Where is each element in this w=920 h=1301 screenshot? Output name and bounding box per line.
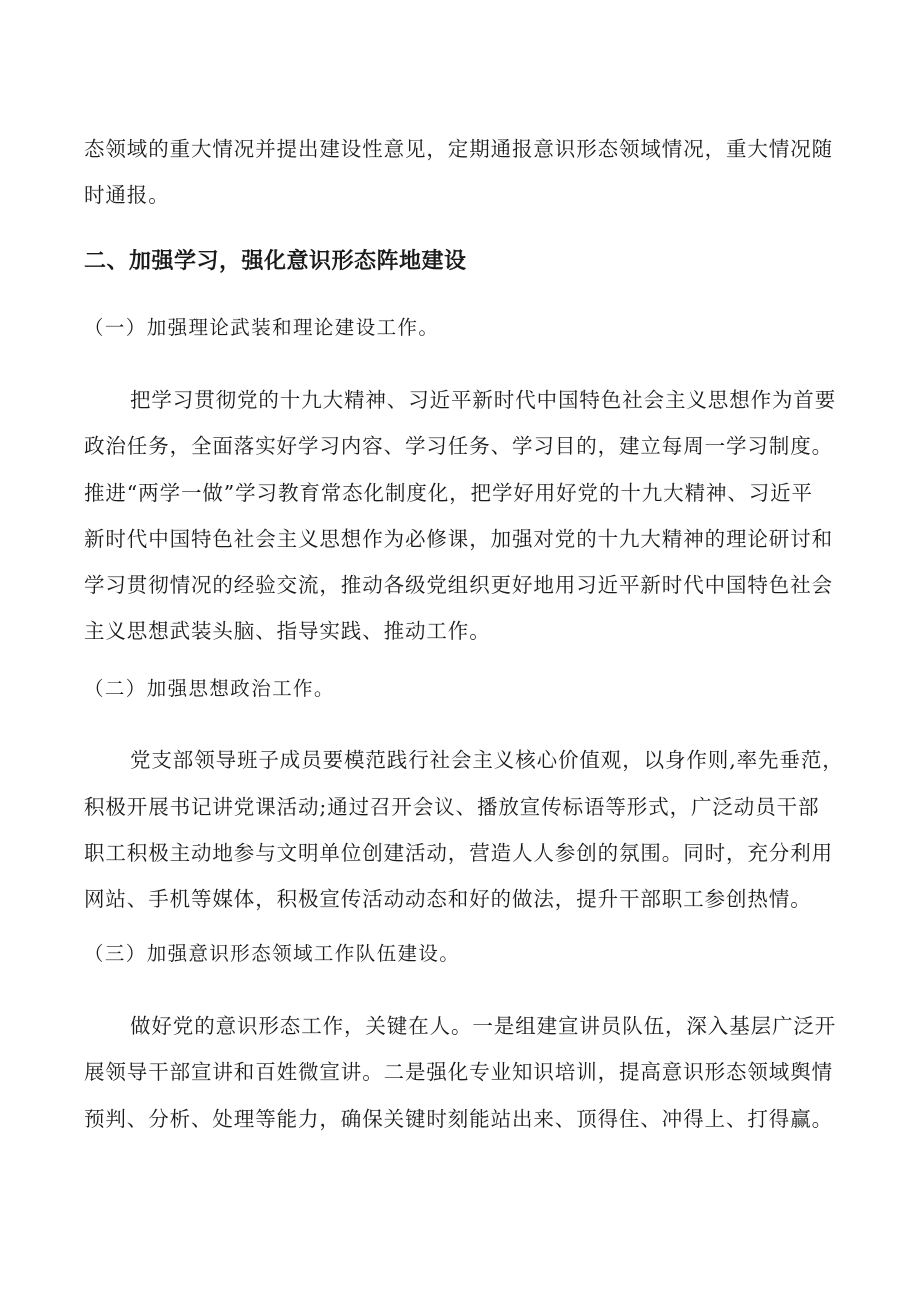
- subsection-title: （一）加强理论武装和理论建设工作。: [84, 316, 440, 339]
- paragraph-line: 积极开展书记讲党课活动;通过召开会议、播放宣传标语等形式，广泛动员干部: [84, 795, 820, 819]
- paragraph-line: 网站、手机等媒体，积极宣传活动动态和好的做法，提升干部职工参创热情。: [84, 887, 812, 911]
- paragraph-line: 党支部领导班子成员要模范践行社会主义核心价值观，以身作则,率先垂范，: [130, 748, 844, 772]
- paragraph-line: 预判、分析、处理等能力，确保关键时刻能站出来、顶得住、冲得上、打得赢。: [84, 1107, 833, 1131]
- paragraph-line: 态领域的重大情况并提出建设性意见，定期通报意识形态领域情况，重大情况随: [84, 137, 833, 161]
- paragraph-line: 把学习贯彻党的十九大精神、习近平新时代中国特色社会主义思想作为首要: [130, 388, 837, 412]
- paragraph-line: 新时代中国特色社会主义思想作为必修课，加强对党的十九大精神的理论研讨和: [84, 527, 833, 551]
- paragraph-line: 职工积极主动地参与文明单位创建活动，营造人人参创的氛围。同时，充分利用: [84, 841, 833, 865]
- paragraph-line: 政治任务，全面落实好学习内容、学习任务、学习目的，建立每周一学习制度。: [84, 434, 833, 458]
- subsection-title: （三）加强意识形态领域工作队伍建设。: [84, 942, 461, 965]
- paragraph-line: 学习贯彻情况的经验交流，推动各级党组织更好地用习近平新时代中国特色社会: [84, 573, 833, 597]
- paragraph-line: 主义思想武装头脑、指导实践、推动工作。: [84, 619, 491, 643]
- section-heading: 二、加强学习，强化意识形态阵地建设: [84, 249, 467, 274]
- paragraph-line: 做好党的意识形态工作，关键在人。一是组建宣讲员队伍，深入基层广泛开: [130, 1014, 837, 1038]
- subsection-title: （二）加强思想政治工作。: [84, 677, 335, 700]
- paragraph-line: 展领导干部宣讲和百姓微宣讲。二是强化专业知识培训，提高意识形态领域舆情: [84, 1060, 833, 1084]
- paragraph-line: 时通报。: [84, 183, 170, 207]
- paragraph-line: 推进“两学一做”学习教育常态化制度化，把学好用好党的十九大精神、习近平: [84, 481, 813, 505]
